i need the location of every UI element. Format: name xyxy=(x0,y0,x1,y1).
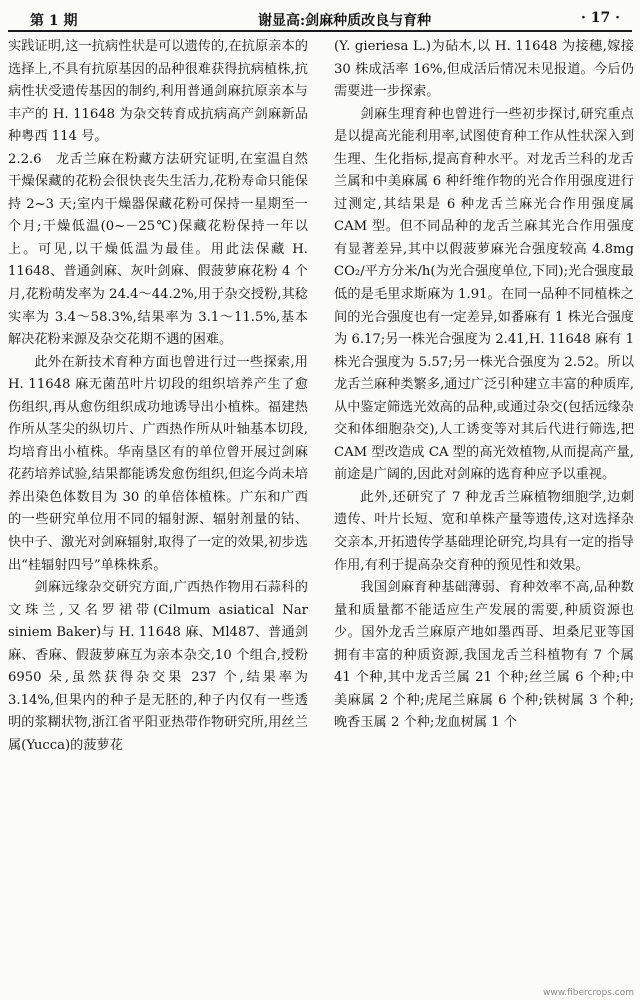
site-watermark: www.fibercrops.com xyxy=(543,988,634,998)
page-number: · 17 · xyxy=(581,10,620,26)
right-column xyxy=(334,36,634,735)
paragraph: 剑麻生理育种也曾进行一些初步探讨,研究重点是以提高光能利用率,试图使育种工作从性状深入到生理、生化指标,提高育种水平。对龙舌兰科的龙舌兰属和中美麻属 6 种纤维作物的光合作用强度进行过测定,其结果是 6 种龙舌兰麻光合作用强度属 CAM 型。但不同品种的龙舌兰麻其光合作用强度有显著差异,其中以假菠萝麻光合强度较高 4.8mg CO₂/平方分米/h(为光合强度单位,下同);光合强度最低的是毛里求斯麻为 1.91。在同一品种不同植株之间的光合强度也有一定差异,如番麻有 1 株光合强度为 6.17;另一株光合强度为 2.41,H. 11648 麻有 1 株光合强度为 5.57;另一株光合强度为 2.52。所以龙舌兰麻种类繁多,通过广泛引种建立丰富的种质库,从中鉴定筛选光效高的品种,或通过杂交(包括远缘杂交和体细胞杂交),人工诱变等对其后代进行筛选,把 CAM 型改造成 CA 型的高光效植物,从而提高产量,前途是广阔的,因此对剑麻的选育种应予以重视。 xyxy=(334,106,634,483)
paragraph: 此外,还研究了 7 种龙舌兰麻植物细胞学,边刺遗传、叶片长短、宽和单株产量等遗传,这对选择杂交亲本,开拓遗传学基础理论研究,均具有一定的指导作用,有利于提高杂交育种的预见性和效果。 xyxy=(334,489,634,573)
page-header xyxy=(8,4,632,32)
running-title: 谢显高:剑麻种质改良与育种 xyxy=(258,13,432,29)
issue-number: 第 1 期 xyxy=(30,13,78,29)
paragraph: (Y. gieriesa L.)为砧木,以 H. 11648 为接穗,嫁接 30 株成活率 16%,但成活后情况未见报道。今后仍需要进一步探索。 xyxy=(334,39,634,100)
left-column xyxy=(8,36,308,758)
paragraph-section-2-2-6: 2.2.6 龙舌兰麻在粉藏方法研究证明,在室温自然干燥保藏的花粉会很快丧失生活力,花粉寿命只能保持 2~3 天;室内干燥器保藏花粉可保持一星期至一个月;干燥低温(0~－25℃)保藏花粉保持一年以上。可见,以干燥低温为最佳。用此法保藏 H. 11648、普通剑麻、灰叶剑麻、假菠萝麻花粉 4 个月,花粉萌发率为 24.4～44.2%,用于杂交授粉,其稔实率为 3.4～58.3%,结果率为 3.1～11.5%,基本解决花粉来源及杂交花期不遇的困难。 xyxy=(8,151,308,348)
paragraph: 实践证明,这一抗病性状是可以遗传的,在抗原亲本的选择上,不具有抗原基因的品种很难获得抗病植株,抗病性状受遗传基因的制约,利用普通剑麻抗原亲本与丰产的 H. 11648 为杂交转育成抗病高产剑麻新品种粤西 114 号。 xyxy=(8,39,308,145)
paragraph: 剑麻远缘杂交研究方面,广西热作物用石蒜科的文珠兰,又名罗裙带(Cilmum asiatical Nar siniem Baker)与 H. 11648 麻、Ml487、普通剑麻、香麻、假菠萝麻互为亲本杂交,10 个组合,授粉 6950 朵,虽然获得杂交果 237 个,结果率为 3.14%,但果内的种子是无胚的,种子内仅有一些透明的浆糊状物,浙江省平阳亚热带作物研究所,用丝兰属(Yucca)的菠萝花 xyxy=(8,580,308,753)
paragraph: 我国剑麻育种基础薄弱、育种效率不高,品种数量和质量都不能适应生产发展的需要,种质资源也少。国外龙舌兰麻原产地如墨西哥、坦桑尼亚等国拥有丰富的种质资源,我国龙舌兰科植物有 7 个属 41 个种,其中龙舌兰属 21 个种;丝兰属 6 个种;中美麻属 2 个种;虎尾兰麻属 6 个种;铁树属 3 个种;晚香玉属 2 个种;龙血树属 1 个 xyxy=(334,580,634,731)
paragraph: 此外在新技术育种方面也曾进行过一些探索,用 H. 11648 麻无菌茁叶片切段的组织培养产生了愈伤组织,再从愈伤组织成功地诱导出小植株。福建热作所从茎尖的纵切片、广西热作所从叶轴基本切段,均培育出小植株。华南垦区有的单位曾开展过剑麻花药培养试验,结果都能诱发愈伤组织,但迄今尚未培养出染色体数目为 30 的单倍体植株。广东和广西的一些研究单位用不同的辐射源、辐射剂量的钴、快中子、激光对剑麻辐射,取得了一定的效果,初步选出“桂辐射四号”单株株系。 xyxy=(8,354,308,573)
